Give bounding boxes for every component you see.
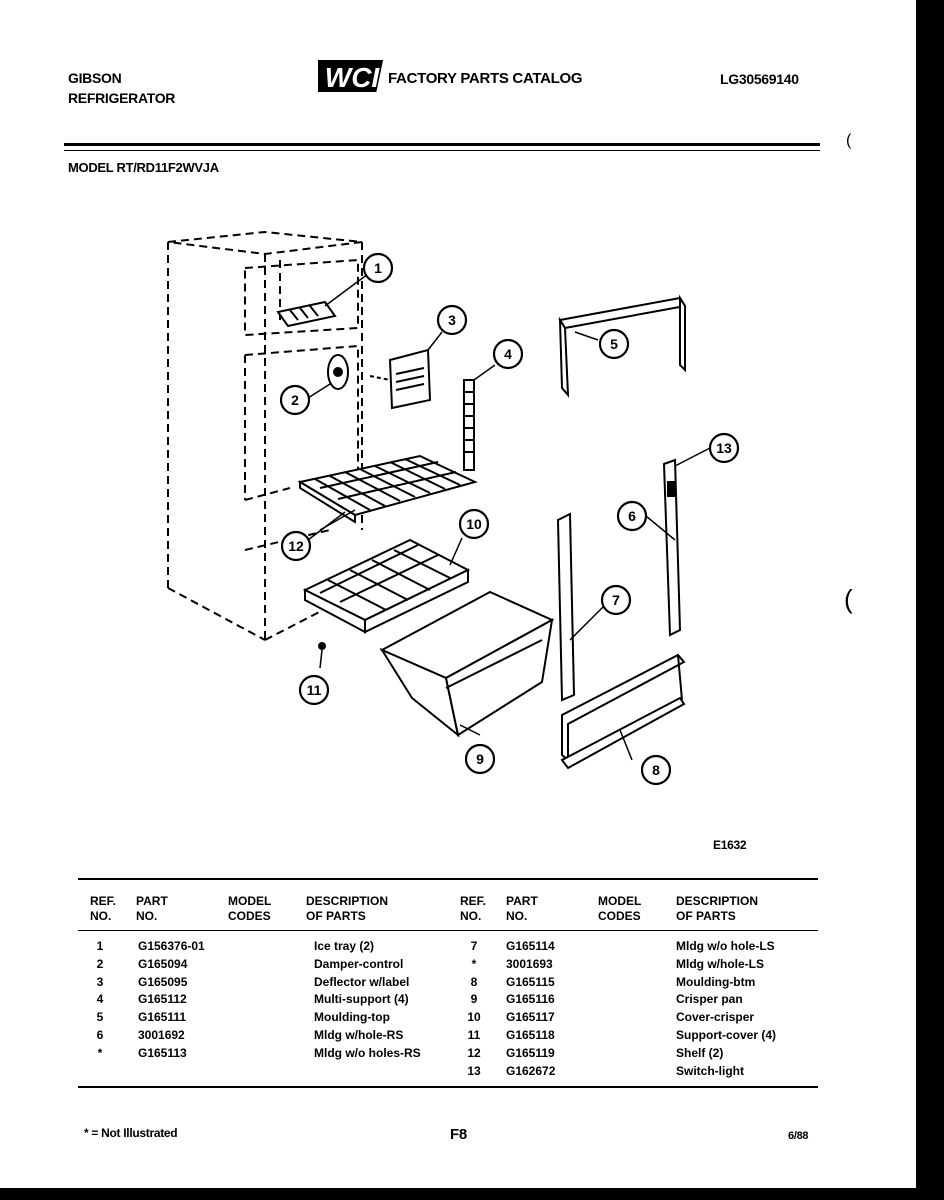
table-cell-part: G165115 (506, 974, 555, 989)
table-cell-desc: Mldg w/hole-RS (314, 1027, 404, 1042)
callout-3 (438, 306, 466, 334)
revision-date: 6/88 (788, 1130, 809, 1142)
table-cell-part: G165112 (138, 992, 187, 1007)
callout-12 (282, 532, 310, 560)
col-header-part-2: PART NO. (506, 894, 538, 923)
model-label: MODEL RT/RD11F2WVJA (68, 160, 219, 175)
svg-text:5: 5 (610, 336, 618, 352)
exploded-parts-diagram (150, 220, 770, 820)
table-cell-desc: Switch-light (676, 1063, 744, 1078)
multi-support-part (464, 365, 495, 470)
left-desc-column (314, 938, 421, 1063)
col-header-desc-2: DESCRIPTION OF PARTS (676, 894, 759, 923)
svg-text:13: 13 (716, 440, 732, 456)
table-cell-part: G165117 (506, 1010, 555, 1025)
table-cell-part: G165114 (506, 939, 555, 953)
table-cell-ref: 12 (467, 1045, 481, 1060)
table-cell-ref: 13 (467, 1063, 481, 1078)
svg-text:1: 1 (374, 260, 382, 276)
table-cell-desc: Mldg w/o holes-RS (314, 1045, 421, 1060)
table-cell-ref: 11 (467, 1027, 481, 1042)
table-cell-ref: 4 (96, 992, 104, 1007)
table-cell-desc: Crisper pan (676, 992, 743, 1007)
shelf-part (300, 456, 475, 540)
table-cell-ref: 7 (470, 939, 478, 953)
col-header-model: MODEL CODES (228, 894, 272, 923)
table-cell-desc: Multi-support (4) (314, 992, 409, 1007)
col-header-desc: DESCRIPTION OF PARTS (306, 894, 389, 923)
moulding-left-part (558, 514, 606, 700)
table-cell-part: G165113 (138, 1045, 187, 1060)
callout-10 (460, 510, 488, 538)
wci-logo (318, 56, 384, 96)
callout-4 (494, 340, 522, 368)
table-cell-part: 3001693 (506, 956, 553, 971)
table-cell-ref: 2 (96, 956, 104, 971)
table-rule-header (78, 930, 818, 931)
table-cell-desc: Ice tray (2) (314, 939, 375, 953)
left-part-column (138, 938, 205, 1063)
table-cell-desc: Deflector w/label (314, 974, 410, 989)
table-cell-part: 3001692 (138, 1027, 185, 1042)
catalog-title: FACTORY PARTS CATALOG (388, 70, 583, 87)
catalog-number: LG30569140 (720, 71, 799, 87)
table-cell-ref: 5 (96, 1010, 104, 1025)
callout-9 (466, 745, 494, 773)
col-header-ref-2: REF. NO. (460, 894, 487, 923)
svg-text:2: 2 (291, 392, 299, 408)
diagram-code: E1632 (713, 838, 747, 852)
svg-text:11: 11 (306, 682, 322, 698)
svg-text:4: 4 (504, 346, 512, 362)
table-rule-bottom (78, 1086, 818, 1088)
table-cell-ref: 6 (96, 1027, 104, 1042)
page-number: F8 (450, 1126, 467, 1143)
table-cell-part: G165111 (138, 1010, 187, 1025)
col-header-ref: REF. NO. (90, 894, 117, 923)
brand-name: GIBSON (68, 70, 122, 86)
table-cell-desc: Mldg w/o hole-LS (676, 939, 775, 953)
table-cell-part: G165094 (138, 956, 188, 971)
table-cell-part: G162672 (506, 1063, 556, 1078)
right-part-column (506, 938, 555, 1080)
support-cover-part (319, 643, 325, 668)
table-cell-ref: 8 (470, 974, 478, 989)
table-cell-desc: Support-cover (4) (676, 1027, 777, 1042)
callout-7 (602, 586, 630, 614)
table-cell-part: G165116 (506, 992, 555, 1007)
table-cell-desc: Mldg w/hole-LS (676, 956, 764, 971)
table-cell-ref: * (97, 1045, 103, 1060)
callout-5 (600, 330, 628, 358)
table-cell-part: G165118 (506, 1027, 555, 1042)
left-ref-column (80, 938, 120, 1063)
col-header-part: PART NO. (136, 894, 168, 923)
damper-control-part (308, 355, 348, 398)
svg-text:8: 8 (652, 762, 660, 778)
table-cell-ref: 1 (96, 939, 104, 953)
callout-13 (710, 434, 738, 462)
deflector-part (370, 332, 442, 408)
col-header-model-2: MODEL CODES (598, 894, 642, 923)
table-cell-desc: Moulding-top (314, 1010, 390, 1025)
callout-6 (618, 502, 646, 530)
header-rule-top (64, 143, 820, 146)
table-cell-desc: Moulding-btm (676, 974, 756, 989)
table-cell-part: G165095 (138, 974, 188, 989)
table-cell-ref: 9 (470, 992, 478, 1007)
callout-1 (364, 254, 392, 282)
table-cell-part: G165119 (506, 1045, 555, 1060)
right-ref-column (452, 938, 496, 1080)
table-cell-desc: Cover-crisper (676, 1010, 755, 1025)
table-cell-ref: * (471, 956, 477, 971)
callout-11 (300, 676, 328, 704)
svg-text:9: 9 (476, 751, 484, 767)
right-desc-column (676, 938, 776, 1080)
table-cell-part: G156376-01 (138, 939, 205, 953)
binder-hole-mark: ( (844, 584, 853, 614)
svg-text:10: 10 (466, 516, 482, 532)
crisper-pan-part (382, 592, 552, 735)
table-cell-desc: Damper-control (314, 956, 404, 971)
svg-text:12: 12 (288, 538, 304, 554)
svg-text:3: 3 (448, 312, 456, 328)
header-rule-bottom (64, 150, 820, 151)
table-cell-desc: Shelf (2) (676, 1045, 724, 1060)
footnote: * = Not Illustrated (84, 1126, 178, 1140)
svg-text:6: 6 (628, 508, 636, 524)
moulding-right-part (646, 448, 710, 635)
svg-text:7: 7 (612, 592, 620, 608)
table-cell-ref: 3 (96, 974, 104, 989)
table-rule-top (78, 878, 818, 880)
logo-text: WCI (324, 62, 380, 93)
binder-mark: ( (846, 132, 852, 149)
table-cell-ref: 10 (467, 1010, 481, 1025)
product-type: REFRIGERATOR (68, 90, 176, 106)
moulding-bottom-part (562, 655, 684, 768)
callout-2 (281, 386, 309, 414)
callout-8 (642, 756, 670, 784)
